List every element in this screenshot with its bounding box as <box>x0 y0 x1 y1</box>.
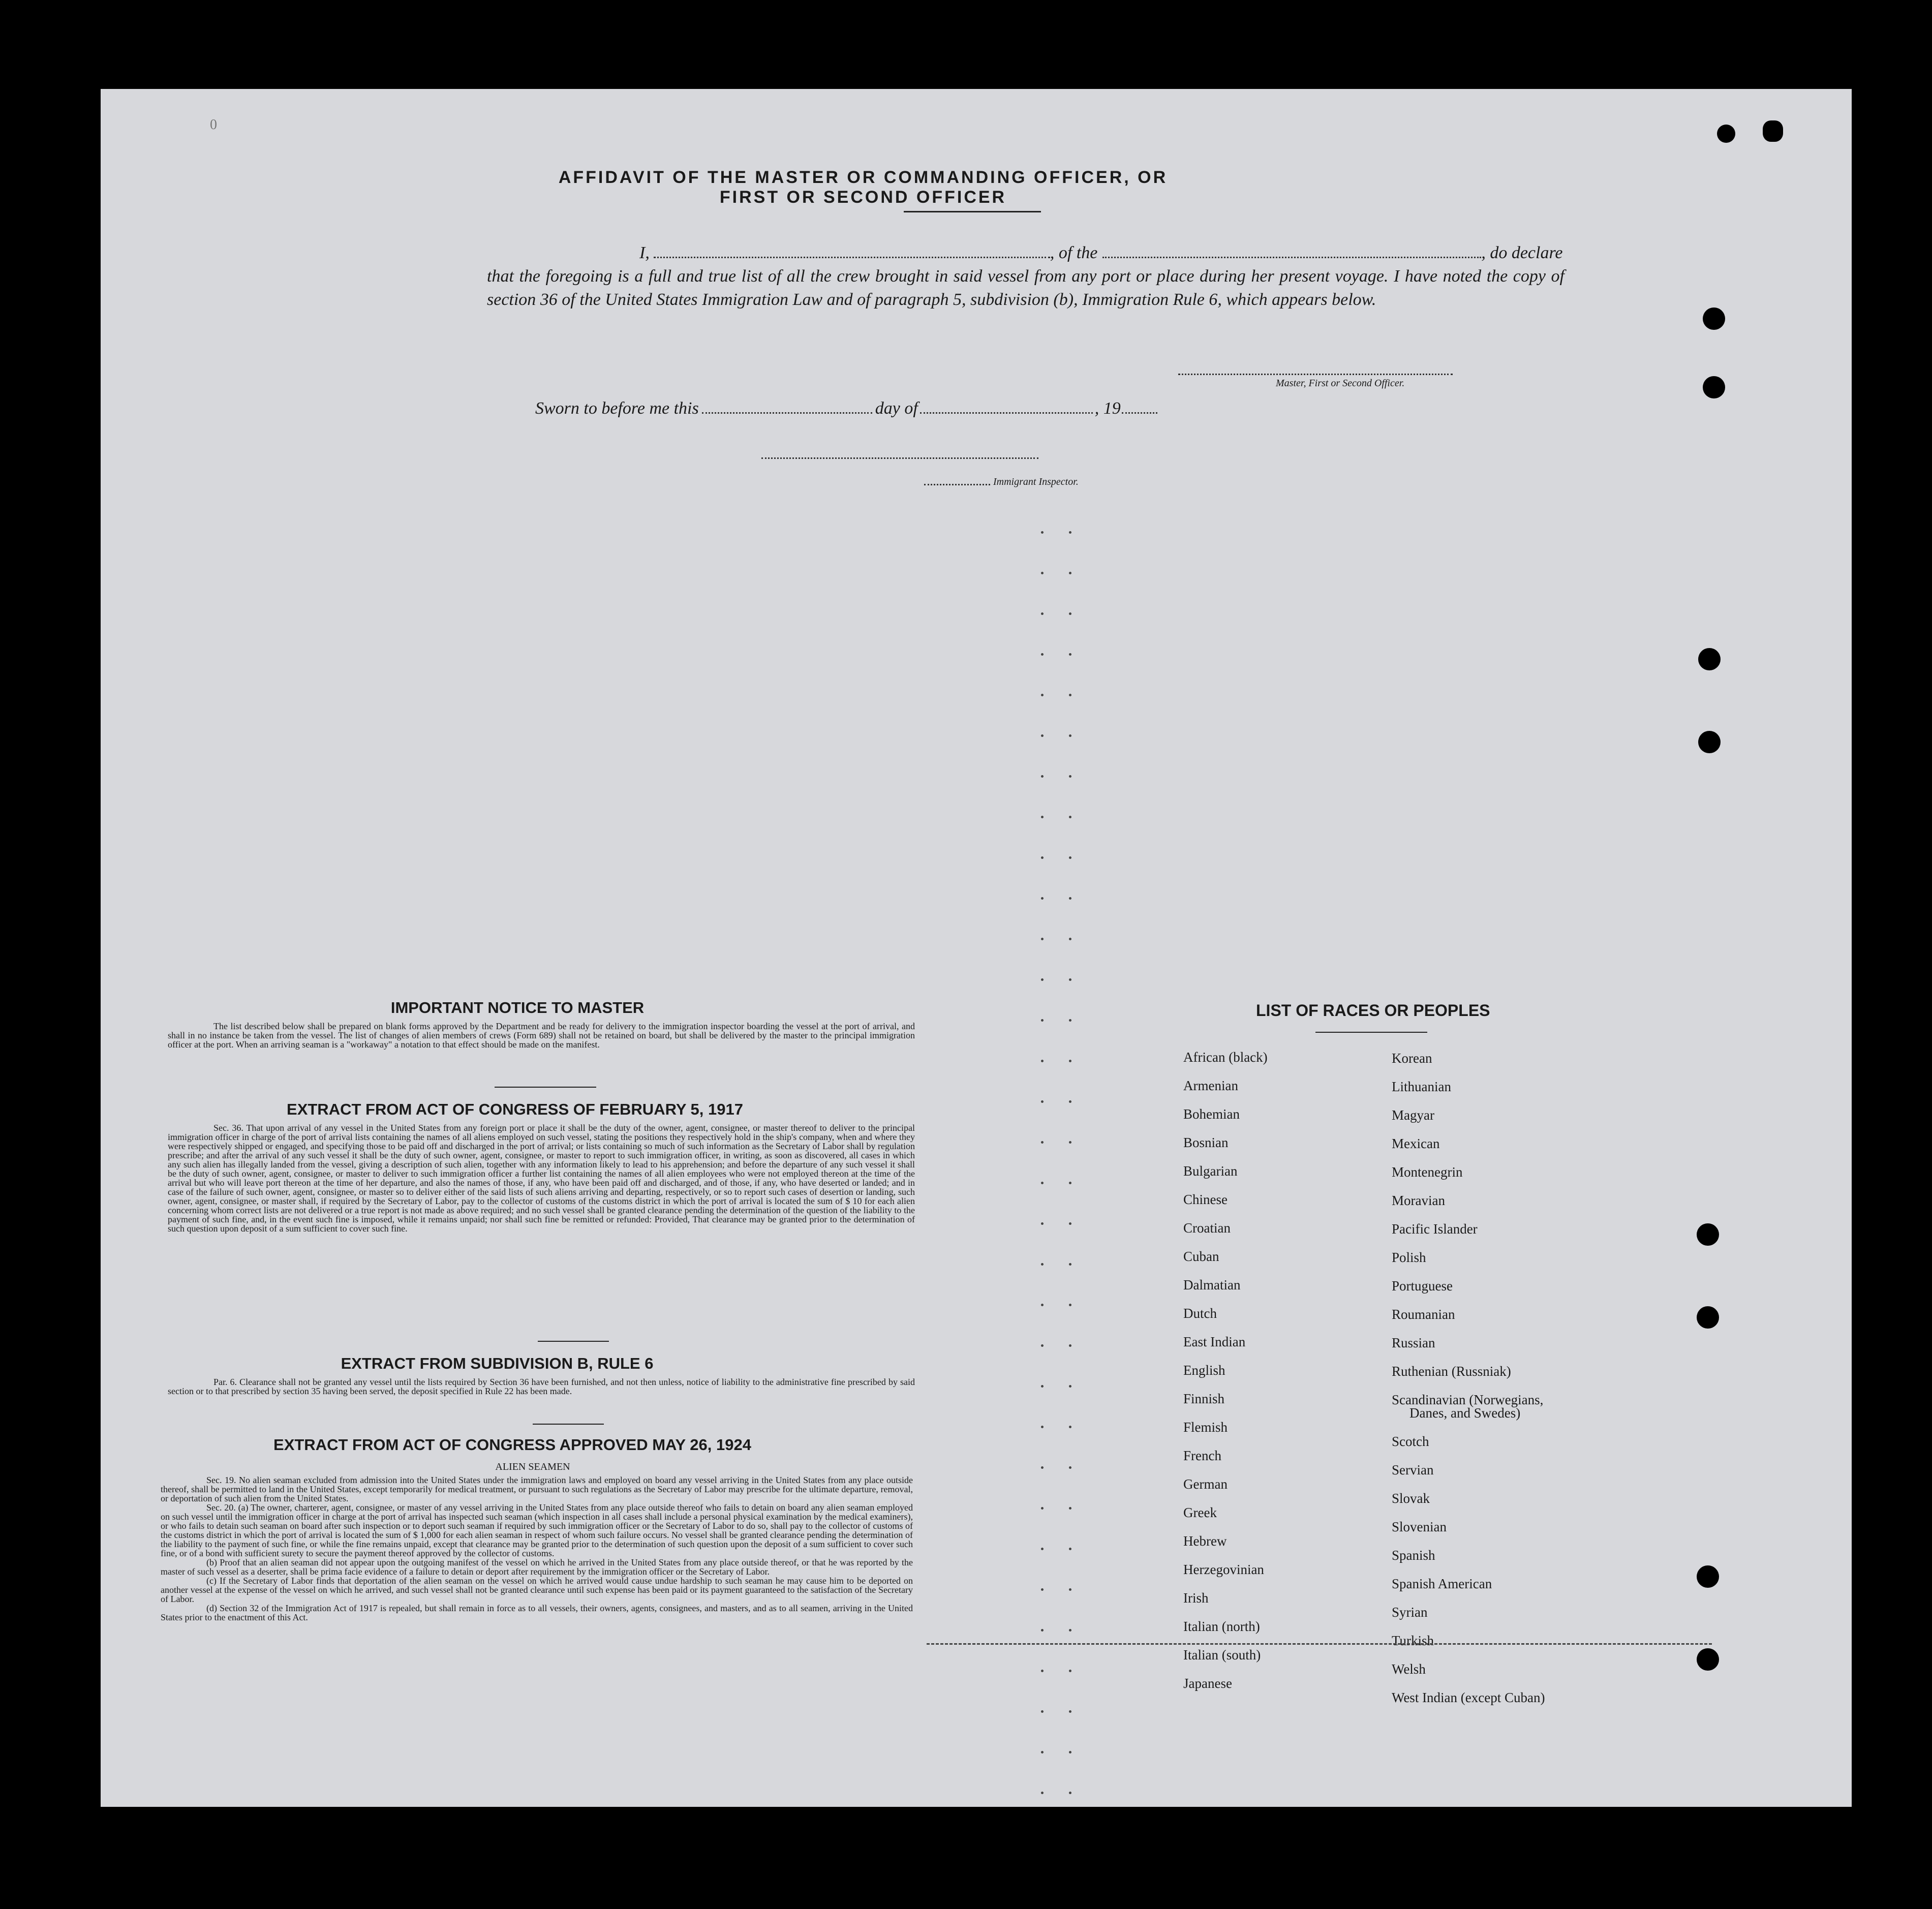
sworn-day-blank[interactable] <box>702 412 872 414</box>
master-signature-line[interactable] <box>1178 374 1453 375</box>
inspector-signature-line[interactable] <box>761 457 1038 459</box>
race-item: Magyar <box>1392 1107 1434 1123</box>
races-title: LIST OF RACES OR PEOPLES <box>1256 1001 1490 1020</box>
race-item: Polish <box>1392 1250 1426 1265</box>
extract-rule6-title: EXTRACT FROM SUBDIVISION B, RULE 6 <box>341 1354 654 1372</box>
column-dot <box>1069 1100 1071 1103</box>
race-item: Dutch <box>1183 1306 1217 1321</box>
corner-mark <box>1717 125 1735 143</box>
race-item: Syrian <box>1392 1605 1428 1620</box>
punch-hole <box>1703 307 1725 330</box>
vessel-blank[interactable] <box>1102 257 1481 258</box>
inspector-label: Immigrant Inspector. <box>993 476 1079 487</box>
column-dot <box>1069 1060 1071 1062</box>
extract-1917-text: Sec. 36. That upon arrival of any vessel in the United States from any foreign port or place it shall be the duty of the owner, agent, consignee, or master thereof to deliver to the principal immigration officer in charge of the port of arrival lists containing the names of all aliens employed on such vessel, stating the positions they respectively hold in the ship's company, when and where they were respectively shipped or engaged, and specifying those to be paid off and discharged in the port of arrival; or lists containing so much of such information as the Secretary of Labor shall by regulation prescribe; and after the arrival of any such vessel it shall be the duty of such owner, agent, consignee, or master to report to such immigration officer, in writing, as soon as discovered, all cases in which any such alien has illegally landed from the vessel, giving a description of such alien, together with any information likely to lead to his apprehension; and before the departure of any such vessel it shall be the duty of such owner, agent, consignee, or master to deliver to such immigration officer a further list containing the names of all alien employees who were not employed thereon at the time of the arrival but who will leave port thereon at the time of her departure, and also the names of those, if any, who have been paid off and discharged, and of those, if any, who have deserted or landed; and in case of the failure of such owner, agent, consignee, or master so to deliver either of the said lists of such aliens arriving and departing, respectively, or so to report such cases of desertion or landing, such owner, agent, consignee, or master shall, if required by the Secretary of Labor, pay to the collector of customs of the customs district in which the port of arrival is located the sum of $ 10 for each alien concerning whom correct lists are not delivered or a true report is not made as above required; and no such vessel shall be granted clearance pending the determination of the question of the liability to the payment of such fine, and, in the event such fine is imposed, while it remains unpaid; nor shall such fine be remitted or refunded: Provided, That clearance may be granted prior to the determination of such question upon deposit of a sum sufficient to cover such fine. <box>168 1123 915 1234</box>
sworn-day-of: day of <box>875 399 918 418</box>
extract-1924-para: (c) If the Secretary of Labor finds that deportation of the alien seaman on the vessel on which he arrived would cause undue hardship to such seaman he may cause him to be deported on another vessel at the expense of the vessel on which he arrived, and such vessel shall not be granted clearance until such expense has been paid or its payment guaranteed to the satisfaction of the Secretary of Labor. <box>161 1576 913 1604</box>
race-item: Danes, and Swedes) <box>1409 1405 1521 1421</box>
race-item: Scotch <box>1392 1434 1429 1449</box>
column-dot <box>1041 1751 1044 1753</box>
column-dot <box>1069 1548 1071 1550</box>
column-dot <box>1041 1792 1044 1794</box>
race-item: Herzegovinian <box>1183 1562 1264 1577</box>
race-item: Flemish <box>1183 1420 1228 1435</box>
race-item: Roumanian <box>1392 1307 1455 1322</box>
extract-1924-body <box>161 1475 913 1622</box>
race-item: Japanese <box>1183 1676 1232 1691</box>
inspector-short-line <box>924 484 990 485</box>
extract-1917-title: EXTRACT FROM ACT OF CONGRESS OF FEBRUARY 5, 1917 <box>287 1100 743 1118</box>
race-item: Turkish <box>1392 1633 1434 1648</box>
sworn-line <box>535 399 1157 418</box>
race-item: Spanish American <box>1392 1576 1492 1591</box>
column-dot <box>1069 572 1071 574</box>
column-dot <box>1069 1141 1071 1144</box>
corner-mark <box>1763 120 1783 142</box>
race-item: Bosnian <box>1183 1135 1229 1150</box>
column-dot <box>1041 653 1044 656</box>
column-dot <box>1041 1588 1044 1591</box>
race-item: English <box>1183 1363 1225 1378</box>
column-dot <box>1069 1792 1071 1794</box>
column-dot <box>1069 1670 1071 1672</box>
column-dot <box>1069 612 1071 615</box>
dashed-separator <box>927 1643 1712 1645</box>
column-dot <box>1069 1507 1071 1510</box>
column-dot <box>1041 1263 1044 1266</box>
race-item: Slovak <box>1392 1491 1430 1506</box>
title-rule <box>904 211 1041 212</box>
affidavit-statement: that the foregoing is a full and true list of all the crew brought in said vessel from any port or place during her present voyage. I have noted the copy of section 36 of the United States Immigration Law and of paragraph 5, subdivision (b), Immigration Rule 6, which appears below. <box>487 267 1565 309</box>
column-dot <box>1069 1588 1071 1591</box>
notice-rule <box>495 1087 596 1088</box>
column-dot <box>1041 1507 1044 1510</box>
race-item: Armenian <box>1183 1078 1238 1093</box>
column-dot <box>1041 978 1044 981</box>
race-item: Irish <box>1183 1590 1209 1606</box>
race-item: Spanish <box>1392 1548 1435 1563</box>
column-dot <box>1041 1060 1044 1062</box>
column-dot <box>1069 1344 1071 1347</box>
races-rule <box>1315 1032 1427 1033</box>
column-dot <box>1069 1385 1071 1388</box>
race-item: East Indian <box>1183 1334 1246 1349</box>
column-dot <box>1069 653 1071 656</box>
race-item: Bulgarian <box>1183 1163 1238 1179</box>
punch-hole <box>1697 1306 1719 1329</box>
column-dot <box>1041 816 1044 818</box>
column-dot <box>1041 1385 1044 1388</box>
column-dot <box>1069 856 1071 859</box>
race-item: Korean <box>1392 1051 1432 1066</box>
notice-title: IMPORTANT NOTICE TO MASTER <box>390 999 645 1017</box>
race-item: Welsh <box>1392 1661 1426 1677</box>
column-dot <box>1069 1222 1071 1225</box>
column-dot <box>1041 1182 1044 1184</box>
race-item: Mexican <box>1392 1136 1440 1151</box>
column-dot <box>1069 1263 1071 1266</box>
affidavit-i: I, <box>639 243 650 262</box>
race-item: African (black) <box>1183 1050 1268 1065</box>
sworn-month-blank[interactable] <box>920 412 1093 414</box>
punch-hole <box>1703 376 1725 398</box>
race-item: Bohemian <box>1183 1106 1240 1122</box>
punch-hole <box>1698 731 1721 753</box>
race-item: Finnish <box>1183 1391 1225 1406</box>
column-dot <box>1041 856 1044 859</box>
column-dot <box>1041 897 1044 900</box>
race-item: Hebrew <box>1183 1533 1227 1549</box>
column-dot <box>1069 734 1071 737</box>
race-item: Servian <box>1392 1462 1434 1477</box>
column-dot <box>1069 1426 1071 1428</box>
race-item: Montenegrin <box>1392 1164 1463 1180</box>
column-dot <box>1069 775 1071 778</box>
extract-1924-title: EXTRACT FROM ACT OF CONGRESS APPROVED MAY 26, 1924 <box>273 1436 751 1454</box>
column-dot <box>1041 572 1044 574</box>
column-dot <box>1041 1304 1044 1306</box>
column-dot <box>1041 734 1044 737</box>
column-dot <box>1041 694 1044 696</box>
extract-1924-para: Sec. 19. No alien seaman excluded from admission into the United States under the immigration laws and employed on board any vessel arriving in the United States from any place outside thereof, shall be permitted to land in the United States, except temporarily for medical treatment, or pursuant to such regulations as the Secretary of Labor may prescribe for the ultimate departure, removal, or deportation of such alien from the United States. <box>161 1475 913 1503</box>
race-item: Pacific Islander <box>1392 1221 1478 1237</box>
extract-1924-para: (d) Section 32 of the Immigration Act of 1917 is repealed, but shall remain in force as to all vessels, their owners, agents, consignees, and masters, and as to all seamen, arriving in the United States prior to the enactment of this Act. <box>161 1603 913 1622</box>
column-dot <box>1069 938 1071 940</box>
affidavit-body <box>487 241 1565 312</box>
column-dot <box>1041 1466 1044 1469</box>
column-dot <box>1041 1141 1044 1144</box>
column-dot <box>1069 1629 1071 1631</box>
race-item: Moravian <box>1392 1193 1445 1208</box>
form-sheet <box>101 89 1852 1807</box>
race-item: Scandinavian (Norwegians, <box>1392 1392 1544 1407</box>
race-item: Cuban <box>1183 1249 1219 1264</box>
page-mark: 0 <box>210 117 217 133</box>
column-dot <box>1041 1222 1044 1225</box>
punch-hole <box>1697 1223 1719 1246</box>
column-dot <box>1069 978 1071 981</box>
column-dot <box>1041 1548 1044 1550</box>
notice-text: The list described below shall be prepared on blank forms approved by the Department and be ready for delivery to the immigration inspector boarding the vessel at the port of arrival, and shall in no instance be taken from the vessel. The list of changes of alien members of crews (Form 689) shall not be retained on board, but shall be delivered by the master to the principal immigration officer at the port. When an arriving seaman is a "workaway" a notation to that effect should be made on the manifest. <box>168 1021 915 1050</box>
column-dot <box>1069 1019 1071 1022</box>
column-dot <box>1069 1466 1071 1469</box>
race-item: German <box>1183 1476 1228 1492</box>
column-dot <box>1069 531 1071 534</box>
sworn-year-blank[interactable] <box>1122 412 1157 414</box>
column-dot <box>1041 1344 1044 1347</box>
column-dot <box>1069 1751 1071 1753</box>
column-dot <box>1069 816 1071 818</box>
name-blank[interactable] <box>654 257 1050 258</box>
column-dot <box>1041 938 1044 940</box>
column-dot <box>1069 694 1071 696</box>
sworn-prefix: Sworn to before me this <box>535 399 699 418</box>
race-item: Dalmatian <box>1183 1277 1241 1292</box>
race-item: Croatian <box>1183 1220 1231 1236</box>
race-item: French <box>1183 1448 1221 1463</box>
extract-rule6-rule <box>533 1424 604 1425</box>
column-dot <box>1041 1100 1044 1103</box>
race-item: Portuguese <box>1392 1278 1453 1294</box>
race-item: Chinese <box>1183 1192 1228 1207</box>
race-item: Ruthenian (Russniak) <box>1392 1364 1511 1379</box>
column-dot <box>1041 1670 1044 1672</box>
race-item: Lithuanian <box>1392 1079 1451 1094</box>
column-dot <box>1041 1710 1044 1713</box>
master-label: Master, First or Second Officer. <box>1276 378 1405 389</box>
sworn-year-prefix: , 19 <box>1094 399 1121 418</box>
affidavit-do-declare: , do declare <box>1481 243 1563 262</box>
column-dot <box>1041 1019 1044 1022</box>
column-dot <box>1069 1304 1071 1306</box>
column-dot <box>1069 1182 1071 1184</box>
column-dot <box>1041 1629 1044 1631</box>
race-item: Slovenian <box>1392 1519 1447 1534</box>
column-dot <box>1069 897 1071 900</box>
column-dot <box>1041 775 1044 778</box>
column-dot <box>1041 1426 1044 1428</box>
race-item: Italian (north) <box>1183 1619 1260 1634</box>
punch-hole <box>1697 1565 1719 1588</box>
column-dot <box>1069 1710 1071 1713</box>
race-item: Greek <box>1183 1505 1217 1520</box>
affidavit-title: AFFIDAVIT OF THE MASTER OR COMMANDING OFFICER, OR FIRST OR SECOND OFFICER <box>558 168 1168 207</box>
extract-1924-para: Sec. 20. (a) The owner, charterer, agent, consignee, or master of any vessel arriving in the United States from any place outside thereof who fails to detain on board any alien seaman employed on such vessel until the immigration officer in charge at the port of arrival has inspected such seaman (which inspection in all cases shall include a personal physical examination by the medical examiners), or who fails to detain such seaman on board after such inspection or to deport such seaman if required by such immigration officer or the Secretary of Labor to do so, shall pay to the collector of customs of the customs district in which the port of arrival is located the sum of $ 1,000 for each alien seaman in respect of whom such failure occurs. No vessel shall be granted clearance pending the determination of the liability to the payment of such fine, or while the fine remains unpaid, except that clearance may be granted prior to the determination of such question upon the deposit of a sum sufficient to cover such fine, or of a bond with sufficient surety to secure the payment thereof approved by the collector of customs. <box>161 1502 913 1558</box>
column-dot <box>1041 531 1044 534</box>
extract-1924-subtitle: ALIEN SEAMEN <box>495 1461 570 1472</box>
extract-1924-para: (b) Proof that an alien seaman did not appear upon the outgoing manifest of the vessel on which he arrived in the United States from any place outside thereof, or that he was reported by the master of such vessel as a deserter, shall be prima facie evidence of a failure to detain or deport after requirement by the immigration officer or the Secretary of Labor. <box>161 1557 913 1577</box>
extract-rule6-text: Par. 6. Clearance shall not be granted any vessel until the lists required by Section 36 have been furnished, and not then unless, notice of liability to the administrative fine prescribed by said section or to that prescribed by section 35 having been served, the deposit specified in Rule 22 has been made. <box>168 1377 915 1396</box>
race-item: Russian <box>1392 1335 1435 1350</box>
affidavit-of-the: , of the <box>1050 243 1098 262</box>
punch-hole <box>1697 1648 1719 1671</box>
extract-1917-rule <box>538 1341 609 1342</box>
column-dot <box>1041 612 1044 615</box>
punch-hole <box>1698 648 1721 670</box>
race-item: West Indian (except Cuban) <box>1392 1690 1545 1705</box>
race-item: Italian (south) <box>1183 1647 1261 1662</box>
